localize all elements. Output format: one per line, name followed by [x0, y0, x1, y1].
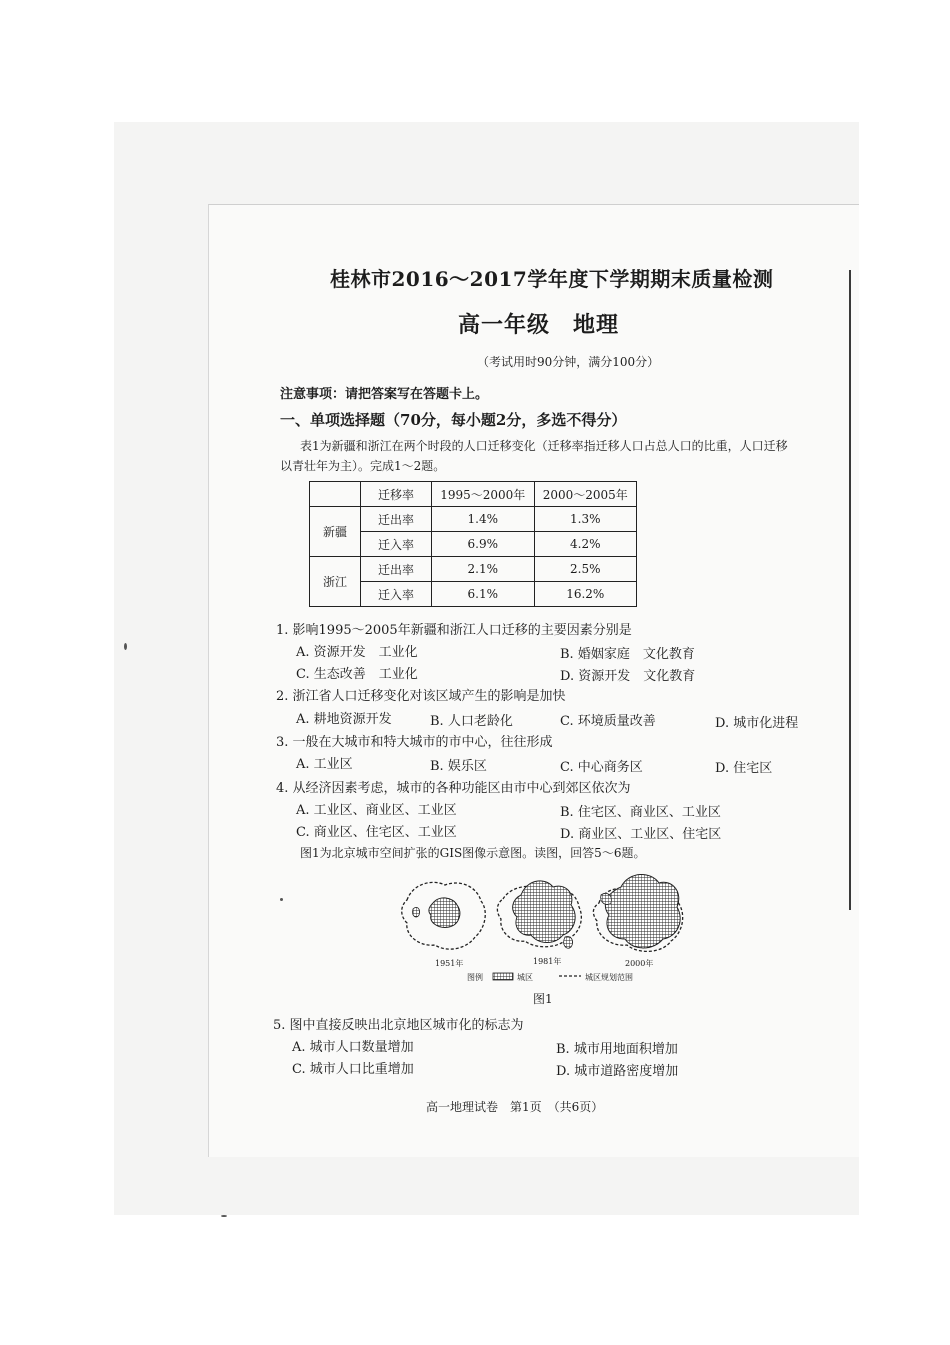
question-4-stem: 4. 从经济因素考虑，城市的各种功能区由市中心到郊区依次为 [276, 781, 631, 796]
table-cell: 6.1% [432, 582, 535, 607]
map-1951 [402, 882, 486, 949]
urban-area-1951 [429, 898, 460, 927]
question-5-stem: 5. 图中直接反映出北京地区城市化的标志为 [273, 1018, 524, 1033]
map-1981 [497, 881, 581, 948]
exam-time-note: （考试用时90分钟，满分100分） [477, 355, 660, 369]
scan-speck [221, 1215, 227, 1217]
table-cell: 1.3% [534, 507, 637, 532]
table-cell: 2.5% [534, 557, 637, 582]
exam-notice: 注意事项：请把答案写在答题卡上。 [280, 387, 489, 402]
question-3-option-d: D. 住宅区 [715, 761, 773, 776]
legend-title: 图例 [467, 973, 483, 982]
table-cell: 1.4% [432, 507, 535, 532]
question-1-stem: 1. 影响1995～2005年新疆和浙江人口迁移的主要因素分别是 [276, 623, 632, 638]
table-region-cell: 新疆 [310, 507, 361, 557]
exam-subtitle: 高一年级 地理 [458, 312, 620, 338]
question-3-option-b: B. 娱乐区 [430, 759, 487, 774]
urban-area-2000 [605, 874, 680, 948]
question-4-option-c: C. 商业区、住宅区、工业区 [296, 825, 457, 840]
question-4-option-d: D. 商业区、工业区、住宅区 [560, 827, 722, 842]
question-5-option-b: B. 城市用地面积增加 [556, 1042, 678, 1057]
legend-city-label: 城区 [517, 973, 533, 982]
scan-speck [280, 898, 283, 901]
legend-plan-label: 城区规划范围 [585, 973, 633, 982]
question-4-option-b: B. 住宅区、商业区、工业区 [560, 805, 721, 820]
urban-area-2000 [601, 893, 612, 904]
year-label-2000: 2000年 [625, 959, 654, 968]
table-cell: 6.9% [432, 532, 535, 557]
migration-table [309, 481, 637, 607]
table-header-cell: 1995～2000年 [432, 482, 535, 507]
question-2-option-c: C. 环境质量改善 [560, 714, 656, 729]
table-cell: 4.2% [534, 532, 637, 557]
table-header-row [310, 482, 637, 507]
table-cell: 2.1% [432, 557, 535, 582]
table-header-cell: 2000～2005年 [534, 482, 637, 507]
question-1-option-c: C. 生态改善 工业化 [296, 667, 418, 682]
table-row [310, 557, 637, 582]
year-label-1951: 1951年 [435, 959, 464, 968]
question-2-option-d: D. 城市化进程 [715, 716, 799, 731]
question-1-option-a: A. 资源开发 工业化 [296, 645, 418, 660]
question-2-option-a: A. 耕地资源开发 [296, 712, 392, 727]
page-footer: 高一地理试卷 第1页 （共6页） [426, 1100, 604, 1114]
figure-intro: 图1为北京城市空间扩张的GIS图像示意图。读图，回答5～6题。 [300, 846, 646, 860]
table-header-cell: 迁移率 [361, 482, 432, 507]
table-row [310, 507, 637, 532]
question-3-stem: 3. 一般在大城市和特大城市的市中心，往往形成 [276, 735, 553, 750]
legend-city-swatch [493, 973, 513, 980]
question-3-option-a: A. 工业区 [296, 757, 353, 772]
question-3-option-c: C. 中心商务区 [560, 760, 643, 775]
question-4-option-a: A. 工业区、商业区、工业区 [296, 803, 457, 818]
binding-margin-line [849, 270, 851, 910]
table-corner [310, 482, 361, 507]
exam-title: 桂林市2016～2017学年度下学期期末质量检测 [330, 267, 774, 291]
question-1-option-d: D. 资源开发 文化教育 [560, 669, 696, 684]
map-2000 [593, 874, 682, 951]
figure-caption: 图1 [533, 992, 553, 1006]
table-cell: 迁出率 [361, 557, 432, 582]
question-5-option-a: A. 城市人口数量增加 [292, 1040, 414, 1055]
section-intro-line2: 以青壮年为主）。完成1～2题。 [280, 459, 446, 473]
table-region-cell: 浙江 [310, 557, 361, 607]
table-cell: 迁出率 [361, 507, 432, 532]
section-title: 一、单项选择题（70分，每小题2分，多选不得分） [280, 411, 627, 429]
question-5-option-d: D. 城市道路密度增加 [556, 1064, 679, 1079]
section-intro-line1: 表1为新疆和浙江在两个时段的人口迁移变化（迁移率指迁移人口占总人口的比重，人口迁移 [300, 439, 788, 453]
table-cell: 迁入率 [361, 532, 432, 557]
urban-area-1981 [564, 937, 573, 949]
urban-area-1981 [513, 881, 576, 943]
question-2-stem: 2. 浙江省人口迁移变化对该区域产生的影响是加快 [276, 689, 566, 704]
question-5-option-c: C. 城市人口比重增加 [292, 1062, 414, 1077]
table-cell: 迁入率 [361, 582, 432, 607]
question-1-option-b: B. 婚姻家庭 文化教育 [560, 647, 695, 662]
table-cell: 16.2% [534, 582, 637, 607]
year-label-1981: 1981年 [533, 957, 562, 966]
question-2-option-b: B. 人口老龄化 [430, 714, 513, 729]
scan-speck [124, 643, 127, 650]
beijing-expansion-figure [395, 865, 695, 985]
urban-area-1951 [413, 907, 420, 917]
